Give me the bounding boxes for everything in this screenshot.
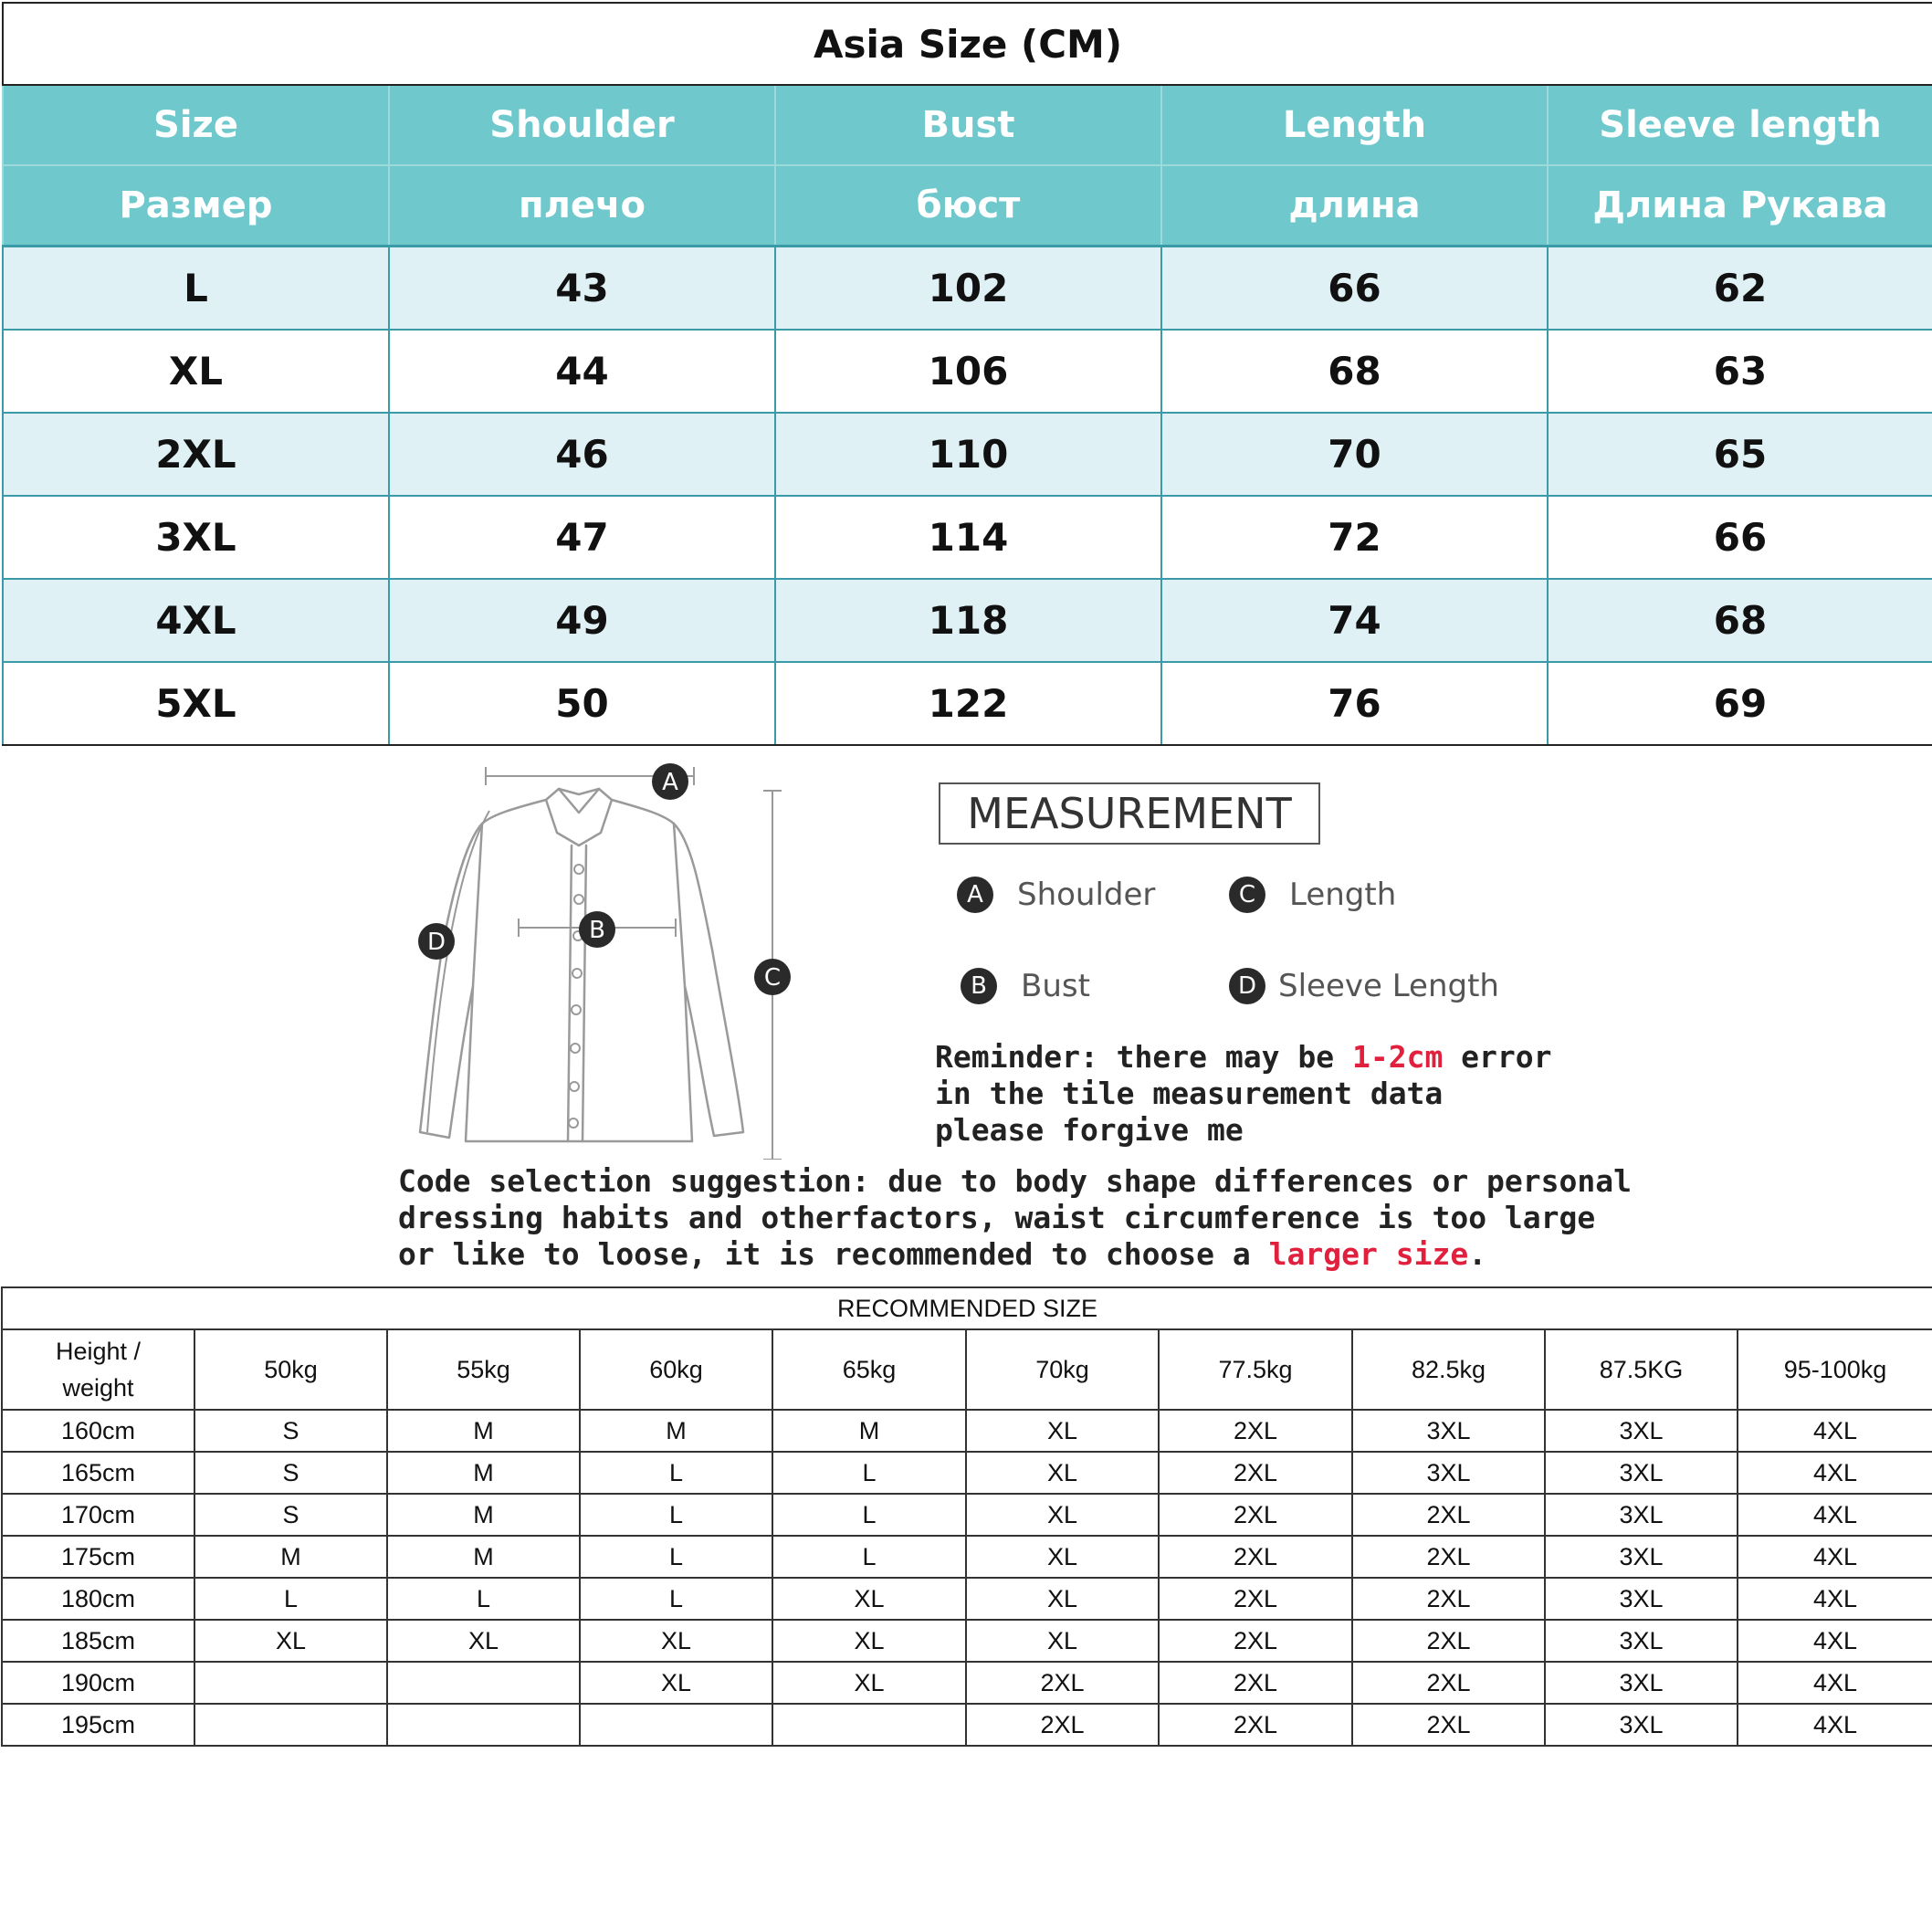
recommended-size-cell: XL (387, 1620, 580, 1662)
size-suggestion-note (398, 1163, 1632, 1273)
header-sleeve-length-ru: Длина Рукава (1548, 165, 1932, 247)
bust-cell: 102 (775, 247, 1161, 331)
recommended-size-cell: M (387, 1494, 580, 1536)
recommended-size-cell: 3XL (1545, 1662, 1738, 1704)
recommended-size-title: RECOMMENDED SIZE (2, 1287, 1932, 1329)
length-cell: 66 (1161, 247, 1548, 331)
height-weight-label (2, 1329, 194, 1410)
recommended-size-cell: M (772, 1410, 966, 1452)
legend-length (1229, 877, 1396, 913)
shirt-measurement-diagram (402, 758, 803, 1160)
weight-header: 60kg (580, 1329, 772, 1410)
table-row (2, 1410, 1932, 1452)
reminder-line-3: please forgive me (935, 1112, 1244, 1148)
shoulder-cell: 43 (389, 247, 775, 331)
weight-header: 70kg (966, 1329, 1159, 1410)
recommended-size-cell: 2XL (1159, 1494, 1352, 1536)
reminder-prefix: Reminder: there may be (935, 1039, 1352, 1075)
header-bust: Bust (775, 85, 1161, 165)
recommended-size-cell: L (580, 1536, 772, 1578)
header-length-ru: длина (1161, 165, 1548, 247)
recommended-size-cell: XL (772, 1578, 966, 1620)
height-cell: 185cm (2, 1620, 194, 1662)
length-cell: 74 (1161, 579, 1548, 662)
bust-cell: 106 (775, 330, 1161, 413)
table-row (2, 1704, 1932, 1746)
corner-label-line-2: weight (62, 1374, 134, 1402)
length-cell: 68 (1161, 330, 1548, 413)
sleeve-cell: 63 (1548, 330, 1932, 413)
height-cell: 165cm (2, 1452, 194, 1494)
size-cell: 3XL (3, 496, 389, 579)
header-bust-ru: бюст (775, 165, 1161, 247)
suggestion-line-2: dressing habits and otherfactors, waist circumference is too large (398, 1200, 1596, 1235)
recommended-size-cell: 2XL (966, 1704, 1159, 1746)
size-cell: L (3, 247, 389, 331)
badge-d-icon: D (1229, 968, 1265, 1004)
recommended-size-cell: 4XL (1738, 1662, 1932, 1704)
recommended-size-cell: 3XL (1545, 1536, 1738, 1578)
header-sleeve-length: Sleeve length (1548, 85, 1932, 165)
badge-a-icon: A (957, 877, 993, 913)
recommended-size-cell: L (580, 1494, 772, 1536)
size-row (3, 579, 1932, 662)
suggestion-highlight: larger size (1268, 1236, 1469, 1272)
recommended-size-cell: L (772, 1536, 966, 1578)
height-cell: 190cm (2, 1662, 194, 1704)
recommended-size-cell: M (194, 1536, 387, 1578)
table-row (2, 1494, 1932, 1536)
recommended-size-cell: 2XL (1159, 1410, 1352, 1452)
recommended-size-cell: XL (966, 1452, 1159, 1494)
weight-header: 95-100kg (1738, 1329, 1932, 1410)
bust-cell: 122 (775, 662, 1161, 745)
svg-text:C: C (763, 964, 782, 992)
size-cell: XL (3, 330, 389, 413)
recommended-size-cell (387, 1704, 580, 1746)
bust-cell: 114 (775, 496, 1161, 579)
weight-header: 87.5KG (1545, 1329, 1738, 1410)
legend-label: Sleeve Length (1278, 968, 1499, 1004)
recommended-size-cell: 3XL (1545, 1704, 1738, 1746)
shirt-collar (546, 789, 612, 845)
size-chart-table (2, 2, 1932, 746)
height-cell: 170cm (2, 1494, 194, 1536)
shoulder-cell: 44 (389, 330, 775, 413)
recommended-size-cell: 2XL (1352, 1704, 1545, 1746)
recommended-size-cell: 2XL (1159, 1620, 1352, 1662)
table-row (2, 1578, 1932, 1620)
table-row (2, 1662, 1932, 1704)
height-cell: 175cm (2, 1536, 194, 1578)
legend-label: Bust (1021, 968, 1090, 1004)
recommended-size-cell: 3XL (1545, 1494, 1738, 1536)
size-cell: 2XL (3, 413, 389, 496)
recommended-size-cell: L (580, 1452, 772, 1494)
shoulder-cell: 47 (389, 496, 775, 579)
recommended-size-cell: 3XL (1352, 1452, 1545, 1494)
recommended-size-cell: 2XL (966, 1662, 1159, 1704)
recommended-size-cell (387, 1662, 580, 1704)
recommended-size-cell: 4XL (1738, 1536, 1932, 1578)
svg-text:D: D (426, 929, 446, 956)
suggestion-suffix: . (1468, 1236, 1487, 1272)
bust-cell: 110 (775, 413, 1161, 496)
recommended-size-cell: 4XL (1738, 1704, 1932, 1746)
length-cell: 70 (1161, 413, 1548, 496)
recommended-size-cell: L (772, 1494, 966, 1536)
marker-b-icon (579, 911, 615, 948)
length-cell: 76 (1161, 662, 1548, 745)
weight-header: 65kg (772, 1329, 966, 1410)
recommended-size-cell: L (772, 1452, 966, 1494)
header-length: Length (1161, 85, 1548, 165)
recommended-size-cell: XL (772, 1620, 966, 1662)
bust-cell: 118 (775, 579, 1161, 662)
svg-text:A: A (662, 769, 678, 796)
size-row (3, 662, 1932, 745)
marker-a-icon (652, 763, 688, 800)
recommended-size-cell: L (580, 1578, 772, 1620)
recommended-size-cell: 3XL (1545, 1410, 1738, 1452)
recommended-size-cell: 3XL (1545, 1620, 1738, 1662)
recommended-size-cell: 2XL (1159, 1662, 1352, 1704)
recommended-size-cell: S (194, 1494, 387, 1536)
size-cell: 5XL (3, 662, 389, 745)
recommended-size-cell: 2XL (1352, 1494, 1545, 1536)
recommended-size-cell (194, 1662, 387, 1704)
recommended-size-cell: 4XL (1738, 1494, 1932, 1536)
recommended-size-cell: 2XL (1159, 1578, 1352, 1620)
header-size-ru: Размер (3, 165, 389, 247)
recommended-size-cell (580, 1704, 772, 1746)
recommended-size-cell: 4XL (1738, 1578, 1932, 1620)
recommended-size-cell: XL (966, 1578, 1159, 1620)
size-row (3, 496, 1932, 579)
height-cell: 180cm (2, 1578, 194, 1620)
legend-shoulder (957, 877, 1155, 913)
weight-header: 82.5kg (1352, 1329, 1545, 1410)
badge-b-icon: B (961, 968, 997, 1004)
size-cell: 4XL (3, 579, 389, 662)
suggestion-line-3: or like to loose, it is recommended to choose a (398, 1236, 1269, 1272)
recommended-size-cell: XL (966, 1410, 1159, 1452)
recommended-size-cell: 4XL (1738, 1452, 1932, 1494)
recommended-size-cell: 2XL (1159, 1704, 1352, 1746)
size-row (3, 413, 1932, 496)
size-chart-title: Asia Size (CM) (3, 3, 1932, 85)
recommended-size-cell: 3XL (1545, 1578, 1738, 1620)
sleeve-cell: 65 (1548, 413, 1932, 496)
recommended-size-cell: M (580, 1410, 772, 1452)
height-cell: 160cm (2, 1410, 194, 1452)
recommended-size-cell: L (387, 1578, 580, 1620)
recommended-size-cell: XL (966, 1494, 1159, 1536)
recommended-size-cell: XL (580, 1662, 772, 1704)
recommended-size-cell: 2XL (1352, 1662, 1545, 1704)
reminder-highlight: 1-2cm (1351, 1039, 1444, 1075)
header-size: Size (3, 85, 389, 165)
recommended-size-cell: S (194, 1410, 387, 1452)
recommended-size-cell: 4XL (1738, 1410, 1932, 1452)
recommended-size-cell (194, 1704, 387, 1746)
recommended-size-cell: 2XL (1159, 1536, 1352, 1578)
weight-header: 77.5kg (1159, 1329, 1352, 1410)
recommended-size-cell: XL (772, 1662, 966, 1704)
length-cell: 72 (1161, 496, 1548, 579)
table-row (2, 1536, 1932, 1578)
measurement-title: MEASUREMENT (939, 782, 1320, 845)
sleeve-cell: 69 (1548, 662, 1932, 745)
shoulder-cell: 49 (389, 579, 775, 662)
recommended-size-cell: XL (194, 1620, 387, 1662)
recommended-size-rows (2, 1410, 1932, 1746)
recommended-size-cell (772, 1704, 966, 1746)
table-row (2, 1620, 1932, 1662)
table-row (2, 1452, 1932, 1494)
recommended-size-cell: S (194, 1452, 387, 1494)
legend-label: Length (1289, 877, 1397, 913)
legend-label: Shoulder (1017, 877, 1156, 913)
marker-d-icon (418, 923, 455, 960)
weight-header: 55kg (387, 1329, 580, 1410)
recommended-size-cell: XL (966, 1620, 1159, 1662)
marker-c-icon (754, 959, 791, 995)
weight-header: 50kg (194, 1329, 387, 1410)
recommended-size-cell: L (194, 1578, 387, 1620)
suggestion-line-1: Code selection suggestion: due to body shape differences or personal (398, 1163, 1633, 1199)
reminder-note (935, 1039, 1552, 1149)
recommended-size-cell: 3XL (1352, 1410, 1545, 1452)
header-shoulder: Shoulder (389, 85, 775, 165)
recommended-size-cell: 2XL (1352, 1620, 1545, 1662)
badge-c-icon: C (1229, 877, 1265, 913)
shoulder-cell: 46 (389, 413, 775, 496)
recommended-size-cell: XL (580, 1620, 772, 1662)
svg-text:B: B (589, 917, 605, 944)
reminder-suffix: error (1443, 1039, 1552, 1075)
legend-bust (961, 968, 1090, 1004)
recommended-size-cell: M (387, 1536, 580, 1578)
recommended-size-cell: XL (966, 1536, 1159, 1578)
height-cell: 195cm (2, 1704, 194, 1746)
header-shoulder-ru: плечо (389, 165, 775, 247)
recommended-size-cell: 4XL (1738, 1620, 1932, 1662)
recommended-size-cell: 3XL (1545, 1452, 1738, 1494)
recommended-size-cell: 2XL (1352, 1578, 1545, 1620)
reminder-line-2: in the tile measurement data (935, 1076, 1444, 1111)
size-row (3, 247, 1932, 331)
corner-label-line-1: Height / (55, 1338, 142, 1365)
recommended-size-cell: 2XL (1352, 1536, 1545, 1578)
sleeve-cell: 62 (1548, 247, 1932, 331)
recommended-size-cell: M (387, 1410, 580, 1452)
sleeve-cell: 66 (1548, 496, 1932, 579)
legend-sleeve-length (1229, 968, 1499, 1004)
size-row (3, 330, 1932, 413)
shoulder-cell: 50 (389, 662, 775, 745)
recommended-size-table (1, 1286, 1932, 1747)
sleeve-cell: 68 (1548, 579, 1932, 662)
recommended-size-cell: 2XL (1159, 1452, 1352, 1494)
recommended-size-cell: M (387, 1452, 580, 1494)
